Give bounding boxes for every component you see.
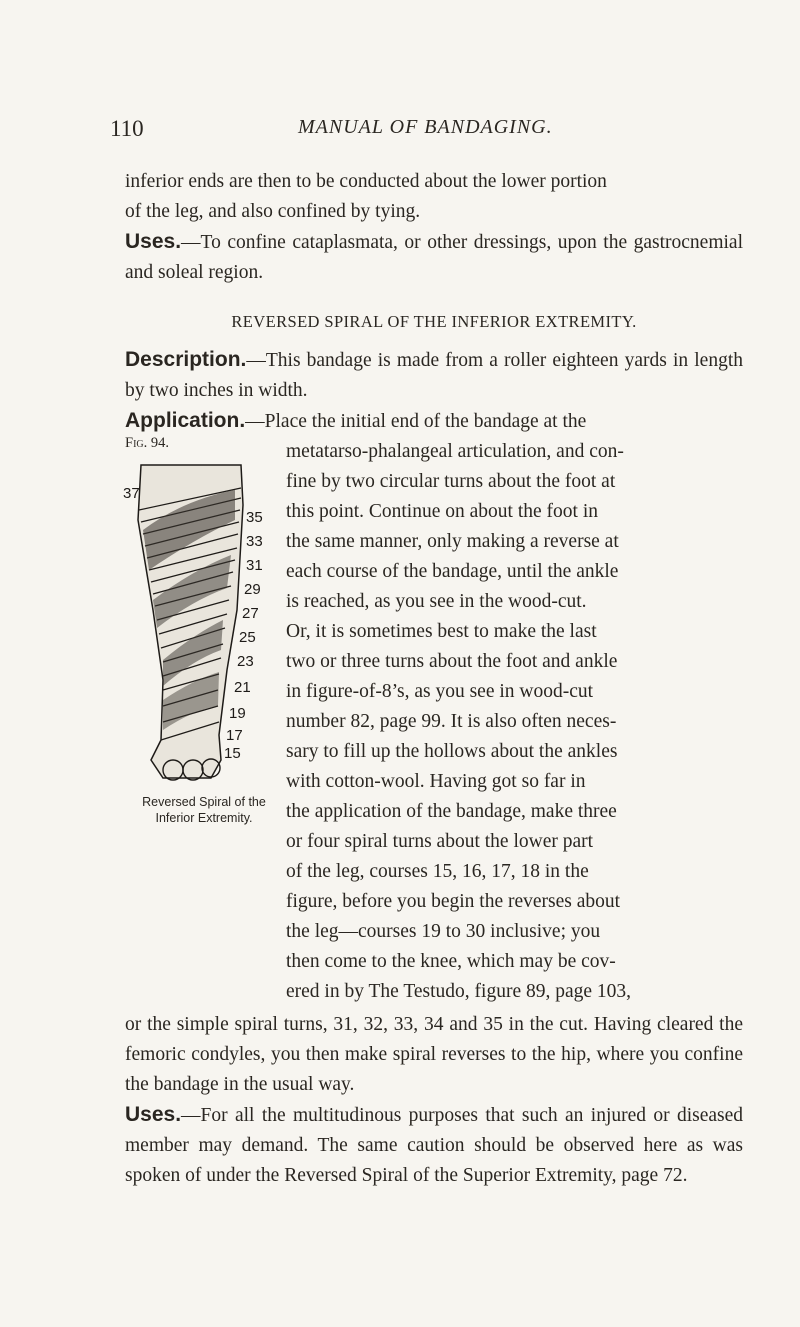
wrap-line: or four spiral turns about the lower part: [286, 831, 594, 852]
wrap-line: number 82, page 99. It is also often neces-: [286, 711, 617, 732]
uses-final-text: —For all the multitudinous purposes that such an injured or diseased member may demand. The same caution should be observed here as was spoken of under the Reversed Spiral of the Superior Extremity, page 72.: [125, 1105, 743, 1186]
wrap-line: two or three turns about the foot and ankle: [286, 651, 618, 672]
uses-paragraph: [125, 227, 743, 288]
wrap-line: this point. Continue on about the foot in: [286, 501, 598, 522]
wrap-line: is reached, as you see in the wood-cut.: [286, 591, 587, 612]
wrap-line: figure, before you begin the reverses about: [286, 891, 621, 912]
page-number: 110: [110, 116, 144, 141]
uses-final-label: Uses.: [125, 1103, 182, 1126]
wrap-line: the leg—courses 19 to 30 inclusive; you: [286, 921, 601, 942]
course-number-35: 35: [246, 509, 263, 526]
wrap-line: in figure-of-8’s, as you see in wood-cut: [286, 681, 594, 702]
wrap-line: ered in by The Testudo, figure 89, page 103,: [286, 981, 632, 1002]
course-number-15: 15: [224, 745, 241, 762]
description-text: —This bandage is made from a roller eighteen yards in length by two inches in width.: [125, 350, 743, 401]
course-number-23: 23: [237, 653, 254, 670]
course-number-27: 27: [242, 605, 259, 622]
wrap-line: metatarso-phalangeal articulation, and con-: [286, 441, 624, 462]
course-number-17: 17: [226, 727, 243, 744]
figure-caption: [118, 794, 290, 826]
intro-block: [125, 167, 743, 288]
running-title: MANUAL OF BANDAGING.: [298, 116, 553, 138]
course-number-37: 37: [123, 485, 140, 502]
intro-line-1: inferior ends are then to be conducted about the lower portion: [125, 171, 607, 192]
course-number-29: 29: [244, 581, 261, 598]
application-first-line: [125, 406, 743, 437]
course-number-21: 21: [234, 679, 251, 696]
caption-line-2: Inferior Extremity.: [155, 811, 253, 825]
wrap-line: the application of the bandage, make three: [286, 801, 617, 822]
bandage-illustration: [123, 460, 275, 790]
wrap-line: Or, it is sometimes best to make the last: [286, 621, 597, 642]
page-header: [110, 116, 730, 146]
wrap-line: fine by two circular turns about the foot at: [286, 471, 616, 492]
application-label: Application.: [125, 409, 246, 432]
wrap-line: sary to fill up the hollows about the ankles: [286, 741, 618, 762]
continuation-paragraph: or the simple spiral turns, 31, 32, 33, 34 and 35 in the cut. Having cleared the femoric condyles, you then make spiral reverses to the hip, where you confine the bandage in the usual way.: [125, 1014, 743, 1095]
continuation-block: [125, 1010, 743, 1191]
uses-final-paragraph: [125, 1100, 743, 1191]
uses-text: —To confine cataplasmata, or other dressings, upon the gastrocnemial and soleal region.: [125, 232, 743, 283]
intro-line-2: of the leg, and also confined by tying.: [125, 201, 421, 222]
application-wrapped-text: [286, 437, 743, 1007]
bandage-figure: [123, 460, 275, 790]
wrap-line: of the leg, courses 15, 16, 17, 18 in the: [286, 861, 589, 882]
course-number-31: 31: [246, 557, 263, 574]
uses-label: Uses.: [125, 230, 182, 253]
section-title: REVERSED SPIRAL OF THE INFERIOR EXTREMITY.: [231, 312, 637, 331]
course-number-33: 33: [246, 533, 263, 550]
course-number-25: 25: [239, 629, 256, 646]
wrap-line: each course of the bandage, until the ankle: [286, 561, 619, 582]
description-block: [125, 345, 743, 437]
application-lead: —Place the initial end of the bandage at the: [245, 411, 587, 432]
description-paragraph: [125, 345, 743, 406]
course-number-19: 19: [229, 705, 246, 722]
caption-line-1: Reversed Spiral of the: [142, 795, 266, 809]
wrap-line: with cotton-wool. Having got so far in: [286, 771, 586, 792]
figure-label: Fig. 94.: [125, 435, 169, 451]
wrap-line: the same manner, only making a reverse at: [286, 531, 619, 552]
wrap-line: then come to the knee, which may be cov-: [286, 951, 616, 972]
description-label: Description.: [125, 348, 247, 371]
